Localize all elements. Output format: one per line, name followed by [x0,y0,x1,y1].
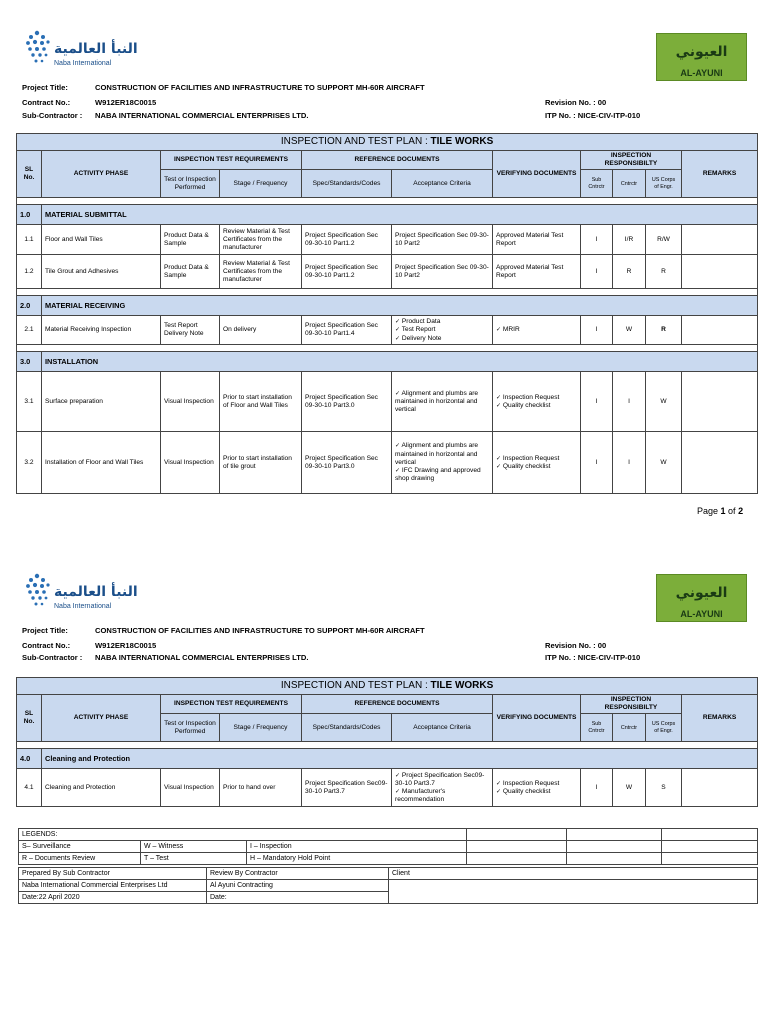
row-acceptance [392,432,493,494]
row-spec: Project Specification Sec 09-30-10 Part1.2 [302,255,392,289]
naba-arabic-name: النبأ العالمية [54,41,138,57]
acceptance-item [395,772,489,788]
col-stage: Stage / Frequency [220,170,302,198]
col-acceptance: Acceptance Criteria [392,170,493,198]
verify-item [496,402,577,410]
subcontractor-name: NABA INTERNATIONAL COMMERCIAL ENTERPRISES LTD. [95,653,309,662]
row-acceptance [392,372,493,432]
row-usace: R [646,316,682,345]
section-number: 1.0 [17,205,42,225]
verify-item [496,780,577,788]
page-label: Page [697,506,721,516]
table-row [17,432,758,494]
table-title [17,678,758,695]
acceptance-item-text: Manufacturer's recommendation [395,787,446,804]
check-icon: ✓ [496,462,502,470]
verify-item [496,463,577,471]
review-by-label: Review By Contractor [207,868,389,880]
col-remarks: REMARKS [682,151,758,198]
client-signature [389,880,758,904]
row-spec: Project Specification Sec 09-30-10 Part1.4 [302,316,392,345]
check-icon: ✓ [395,787,401,795]
review-company: Al Ayuni Contracting [207,880,389,892]
row-sl: 2.1 [17,316,42,345]
table-row [17,316,758,345]
page-of: of [725,506,739,516]
row-verifying: Approved Material Test Report [493,225,581,255]
check-icon: ✓ [395,389,401,397]
legends-table [18,828,758,865]
verify-item-text: Quality checklist [502,787,551,795]
table-row [17,255,758,289]
row-cntrctr: W [613,769,646,807]
ayuni-arabic-name: العيوني [675,44,728,60]
verify-item [496,455,577,463]
section-row [17,352,758,372]
row-verifying [493,316,581,345]
row-sub: I [581,769,613,807]
col-test-performed: Test or Inspection Performed [161,714,220,742]
legend-blank [662,841,758,853]
page-total: 2 [738,506,744,516]
col-spec: Spec/Standards/Codes [302,170,392,198]
project-title-label: Project Title: [22,83,68,92]
section-number: 2.0 [17,296,42,316]
check-icon: ✓ [395,442,401,450]
section-row [17,205,758,225]
acceptance-item [395,442,489,467]
verify-item-text: Quality checklist [502,401,551,409]
naba-english-name: Naba International [54,603,112,610]
acceptance-item-text: Alignment and plumbs are maintained in horizontal and vertical [395,442,479,466]
acceptance-item-text: Product Data [401,318,441,326]
acceptance-item-text: Test Report [401,326,436,334]
acceptance-item [395,326,489,334]
naba-arabic-name: النبأ العالمية [54,584,138,600]
itp-number: ITP No. : NICE-CIV-ITP-010 [545,653,641,662]
verify-item-text: Inspection Request [502,454,560,462]
acceptance-item [395,467,489,483]
acceptance-item [395,390,489,415]
check-icon: ✓ [395,467,401,475]
table-title-prefix: INSPECTION AND TEST PLAN : [280,135,431,147]
row-remarks [682,372,758,432]
legend-w: W – Witness [141,841,247,853]
col-sub: Sub Cntrctr [581,714,613,742]
legend-blank [467,841,567,853]
legend-s: S– Surveillance [19,841,141,853]
row-test: Product Data & Sample [161,225,220,255]
subcontractor-name: NABA INTERNATIONAL COMMERCIAL ENTERPRISES LTD. [95,111,309,120]
row-stage: On delivery [220,316,302,345]
ayuni-english-name: AL-AYUNI [680,609,723,619]
legend-blank [567,829,662,841]
row-usace: W [646,432,682,494]
table-title-bold: TILE WORKS [430,135,494,147]
row-cntrctr: R [613,255,646,289]
section-number: 4.0 [17,749,42,769]
legends-title: LEGENDS: [19,829,467,841]
verify-item-text: Inspection Request [502,393,560,401]
check-icon: ✓ [496,787,502,795]
row-stage: Review Material & Test Certificates from the manufacturer [220,255,302,289]
col-sub: Sub Cntrctr [581,170,613,198]
verify-item-text: MRIR [502,326,520,334]
row-acceptance: Project Specification Sec 09-30-10 Part2 [392,225,493,255]
col-test-performed: Test or Inspection Performed [161,170,220,198]
legend-blank [567,853,662,865]
row-sl: 3.2 [17,432,42,494]
contract-number: W912ER18C0015 [95,641,157,650]
row-test: Visual Inspection [161,432,220,494]
col-activity: ACTIVITY PHASE [42,695,161,742]
check-icon: ✓ [395,318,401,326]
check-icon: ✓ [496,779,502,787]
row-sub: I [581,255,613,289]
row-stage: Prior to start installation of tile grout [220,432,302,494]
col-responsibility: INSPECTION RESPONSIBILTY [581,151,682,170]
signoff-table [18,867,758,904]
row-usace: W [646,372,682,432]
check-icon: ✓ [496,454,502,462]
row-spec: Project Specification Sec 09-30-10 Part3.0 [302,432,392,494]
table-title-row [17,134,758,151]
row-sl: 1.2 [17,255,42,289]
row-sub: I [581,225,613,255]
row-verifying [493,769,581,807]
legend-blank [567,841,662,853]
ayuni-english-name: AL-AYUNI [680,68,723,78]
prepared-by-label: Prepared By Sub Contractor [19,868,207,880]
col-verifying: VERIFYING DOCUMENTS [493,151,581,198]
row-acceptance [392,769,493,807]
contract-label: Contract No.: [22,98,71,107]
verify-item-text: Quality checklist [502,462,551,470]
row-verifying [493,372,581,432]
itp-number: ITP No. : NICE-CIV-ITP-010 [545,111,641,120]
row-remarks [682,769,758,807]
table-title-row [17,678,758,695]
col-cntrctr: Cntrctr [613,170,646,198]
row-sl: 1.1 [17,225,42,255]
row-sub: I [581,432,613,494]
row-test: Visual Inspection [161,769,220,807]
page-number [697,506,743,516]
acceptance-item-text: Delivery Note [401,334,442,342]
col-sl: SL No. [17,695,42,742]
legend-r: R – Documents Review [19,853,141,865]
row-stage: Review Material & Test Certificates from the manufacturer [220,225,302,255]
itp-table-page1 [16,133,758,494]
check-icon: ✓ [395,771,401,779]
col-refdocs: REFERENCE DOCUMENTS [302,151,493,170]
row-verifying [493,432,581,494]
contract-label: Contract No.: [22,641,71,650]
al-ayuni-logo [656,574,747,622]
check-icon: ✓ [496,401,502,409]
row-usace: R [646,255,682,289]
row-test: Visual Inspection [161,372,220,432]
row-test: Product Data & Sample [161,255,220,289]
naba-english-name: Naba International [54,60,112,67]
legend-h: H – Mandatory Hold Point [247,853,467,865]
row-remarks [682,255,758,289]
row-cntrctr: I [613,372,646,432]
col-sl: SL No. [17,151,42,198]
section-title: INSTALLATION [42,352,758,372]
row-test: Test Report Delivery Note [161,316,220,345]
row-sub: I [581,372,613,432]
row-spec: Project Specification Sec 09-30-10 Part3.0 [302,372,392,432]
al-ayuni-logo [656,33,747,81]
acceptance-item-text: IFC Drawing and approved shop drawing [395,467,481,483]
subcontractor-label: Sub-Contractor : [22,111,83,120]
row-verifying: Approved Material Test Report [493,255,581,289]
acceptance-item [395,318,489,326]
contract-number: W912ER18C0015 [95,98,157,107]
col-itr: INSPECTION TEST REQUIREMENTS [161,151,302,170]
row-acceptance [392,316,493,345]
row-spec: Project Specification Sec09-30-10 Part3.7 [302,769,392,807]
revision-number: Revision No. : 00 [545,98,607,107]
subcontractor-label: Sub-Contractor : [22,653,83,662]
col-itr: INSPECTION TEST REQUIREMENTS [161,695,302,714]
row-usace: R/W [646,225,682,255]
col-responsibility: INSPECTION RESPONSIBILTY [581,695,682,714]
acceptance-item-text: Project Specification Sec09-30-10 Part3.7 [395,771,485,787]
row-remarks [682,432,758,494]
row-spec: Project Specification Sec 09-30-10 Part1.2 [302,225,392,255]
acceptance-item-text: Alignment and plumbs are maintained in horizontal and vertical [395,389,479,414]
check-icon: ✓ [395,326,401,334]
ayuni-arabic-name: العيوني [675,585,728,601]
section-title: Cleaning and Protection [42,749,758,769]
row-activity: Surface preparation [42,372,161,432]
acceptance-item [395,788,489,804]
row-stage: Prior to hand over [220,769,302,807]
row-sl: 4.1 [17,769,42,807]
col-usace: US Corps of Engr. [646,714,682,742]
table-row [17,225,758,255]
legend-blank [662,829,758,841]
row-remarks [682,225,758,255]
page-current: 1 [720,506,726,516]
client-label: Client [389,868,758,880]
review-date: Date: [207,892,389,904]
row-activity: Installation of Floor and Wall Tiles [42,432,161,494]
col-acceptance: Acceptance Criteria [392,714,493,742]
table-title [17,134,758,151]
col-usace: US Corps of Engr. [646,170,682,198]
section-title: MATERIAL SUBMITTAL [42,205,758,225]
table-title-prefix: INSPECTION AND TEST PLAN : [280,679,431,691]
project-title: CONSTRUCTION OF FACILITIES AND INFRASTRUCTURE TO SUPPORT MH-60R AIRCRAFT [95,626,425,635]
row-activity: Material Receiving Inspection [42,316,161,345]
row-remarks [682,316,758,345]
table-row [17,769,758,807]
row-cntrctr: I/R [613,225,646,255]
col-remarks: REMARKS [682,695,758,742]
col-stage: Stage / Frequency [220,714,302,742]
verify-item-text: Inspection Request [502,779,560,787]
section-title: MATERIAL RECEIVING [42,296,758,316]
section-row [17,296,758,316]
itp-table-page2 [16,677,758,807]
col-refdocs: REFERENCE DOCUMENTS [302,695,493,714]
prepared-date: Date:22 April 2020 [19,892,207,904]
verify-item [496,394,577,402]
row-stage: Prior to start installation of Floor and Wall Tiles [220,372,302,432]
row-activity: Cleaning and Protection [42,769,161,807]
verify-item [496,788,577,796]
col-activity: ACTIVITY PHASE [42,151,161,198]
table-title-bold: TILE WORKS [430,679,494,691]
table-row [17,372,758,432]
row-activity: Tile Grout and Adhesives [42,255,161,289]
project-title-label: Project Title: [22,626,68,635]
acceptance-item [395,335,489,343]
row-usace: S [646,769,682,807]
row-cntrctr: I [613,432,646,494]
legend-blank [467,853,567,865]
legend-blank [662,853,758,865]
col-cntrctr: Cntrctr [613,714,646,742]
col-verifying: VERIFYING DOCUMENTS [493,695,581,742]
check-icon: ✓ [496,326,502,334]
check-icon: ✓ [496,393,502,401]
legend-t: T – Test [141,853,247,865]
revision-number: Revision No. : 00 [545,641,607,650]
row-sl: 3.1 [17,372,42,432]
row-cntrctr: W [613,316,646,345]
row-acceptance: Project Specification Sec 09-30-10 Part2 [392,255,493,289]
row-sub: I [581,316,613,345]
col-spec: Spec/Standards/Codes [302,714,392,742]
section-row [17,749,758,769]
legend-blank [467,829,567,841]
row-activity: Floor and Wall Tiles [42,225,161,255]
check-icon: ✓ [395,334,401,342]
project-title: CONSTRUCTION OF FACILITIES AND INFRASTRUCTURE TO SUPPORT MH-60R AIRCRAFT [95,83,425,92]
legend-i: I – Inspection [247,841,467,853]
prepared-company: Naba International Commercial Enterprises Ltd [19,880,207,892]
section-number: 3.0 [17,352,42,372]
